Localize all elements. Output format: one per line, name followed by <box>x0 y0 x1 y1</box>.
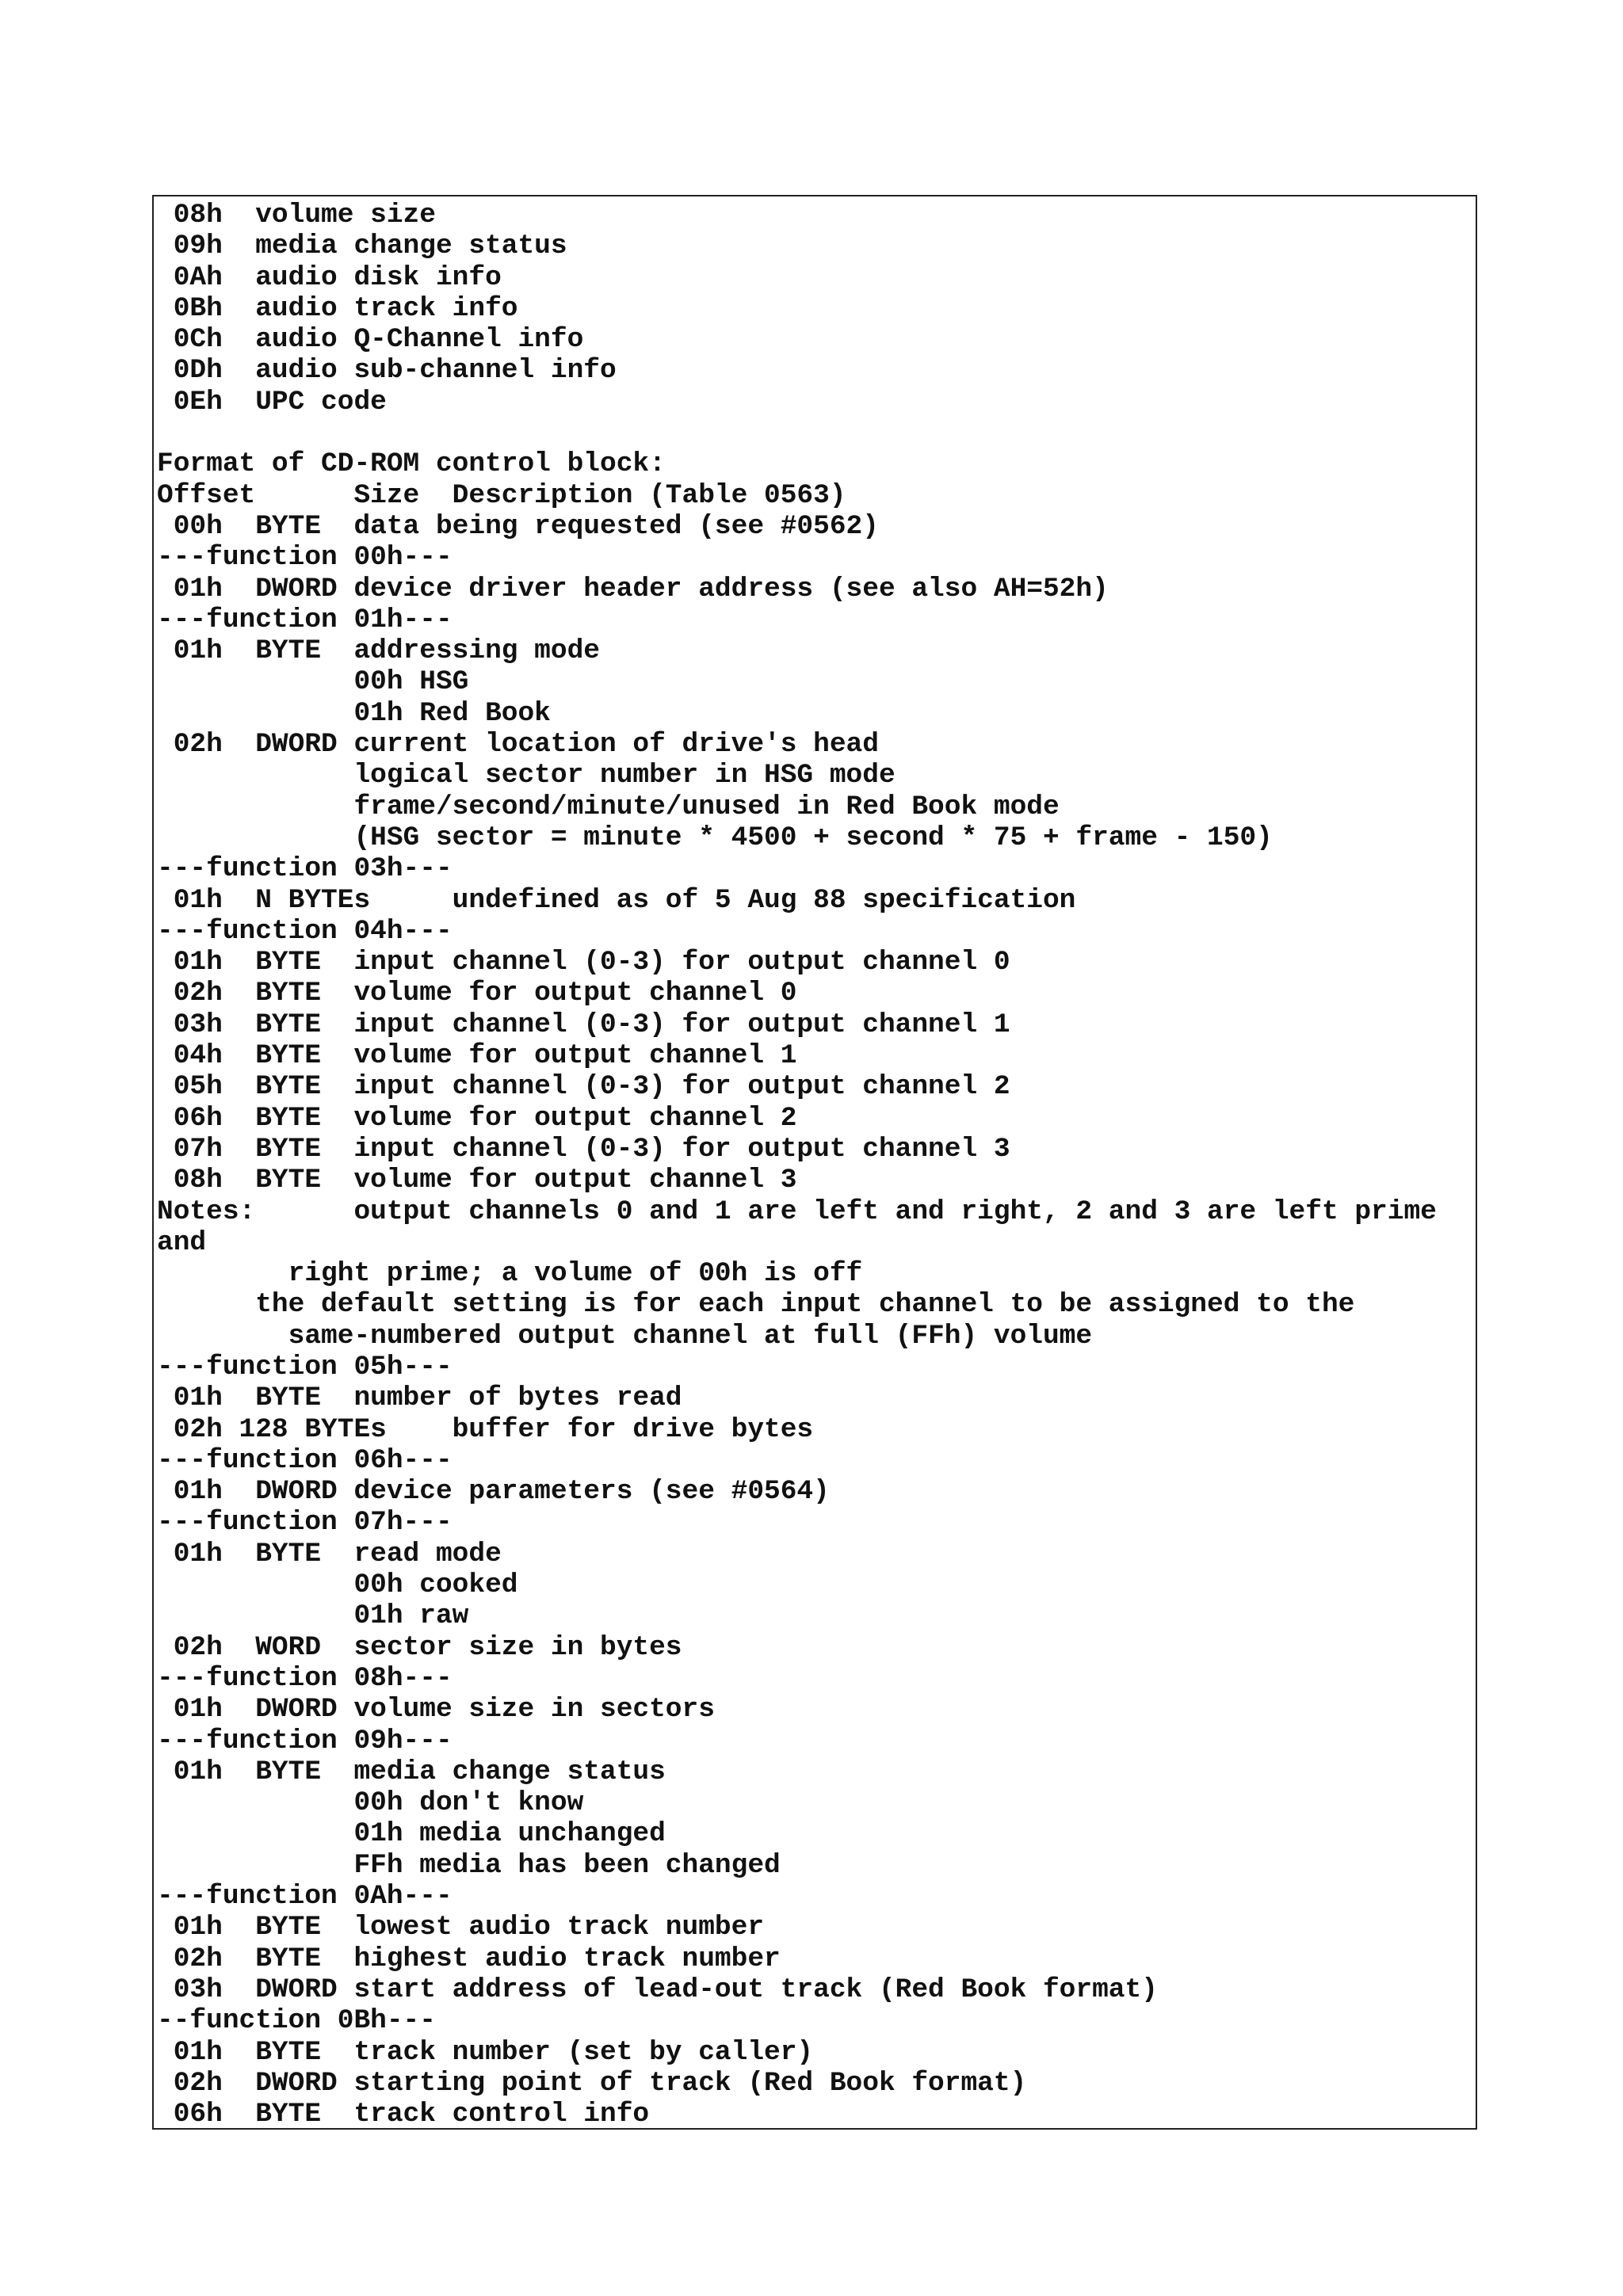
text-line: ---function 04h--- <box>157 915 453 947</box>
text-line: 06h BYTE volume for output channel 2 <box>157 1102 797 1134</box>
text-line: 04h BYTE volume for output channel 1 <box>157 1040 797 1072</box>
text-line: logical sector number in HSG mode <box>157 760 896 791</box>
text-line: 02h BYTE highest audio track number <box>157 1943 781 1974</box>
text-line: ---function 05h--- <box>157 1351 453 1383</box>
document-frame <box>152 195 1477 2130</box>
document-text <box>157 200 1437 2130</box>
text-line: 01h Red Book <box>157 697 551 729</box>
text-line: 01h BYTE media change status <box>157 1756 666 1787</box>
text-line: Format of CD-ROM control block: <box>157 448 666 480</box>
text-line: Notes: output channels 0 and 1 are left and right, 2 and 3 are left prime <box>157 1196 1437 1227</box>
text-line: 07h BYTE input channel (0-3) for output channel 3 <box>157 1133 1010 1165</box>
text-line: 00h BYTE data being requested (see #0562) <box>157 510 879 542</box>
text-line: 0Eh UPC code <box>157 386 387 418</box>
text-line: ---function 0Ah--- <box>157 1881 453 1913</box>
text-line: 01h BYTE number of bytes read <box>157 1383 682 1414</box>
text-line: 08h volume size <box>157 200 436 231</box>
text-line: 00h HSG <box>157 666 469 698</box>
text-line: 03h BYTE input channel (0-3) for output channel 1 <box>157 1009 1010 1040</box>
text-line: frame/second/minute/unused in Red Book mode <box>157 791 1060 822</box>
text-line: 08h BYTE volume for output channel 3 <box>157 1165 797 1196</box>
text-line: right prime; a volume of 00h is off <box>157 1258 863 1290</box>
text-line: 02h DWORD current location of drive's head <box>157 729 879 761</box>
text-line: 01h media unchanged <box>157 1818 666 1850</box>
text-line: 0Dh audio sub-channel info <box>157 355 617 387</box>
text-line: 01h BYTE read mode <box>157 1538 502 1569</box>
text-line: the default setting is for each input channel to be assigned to the <box>157 1289 1355 1321</box>
text-line: same-numbered output channel at full (FFh) volume <box>157 1320 1093 1352</box>
text-line: ---function 09h--- <box>157 1725 453 1756</box>
text-line: 02h 128 BYTEs buffer for drive bytes <box>157 1413 814 1445</box>
text-line: 01h raw <box>157 1600 469 1632</box>
text-line: and <box>157 1226 207 1258</box>
text-line: 00h cooked <box>157 1569 518 1601</box>
text-line: 01h BYTE lowest audio track number <box>157 1912 765 1943</box>
text-line: 09h media change status <box>157 231 567 262</box>
text-line: --function 0Bh--- <box>157 2005 436 2037</box>
text-line: (HSG sector = minute * 4500 + second * 75 + frame - 150) <box>157 822 1273 853</box>
text-line: 02h BYTE volume for output channel 0 <box>157 978 797 1009</box>
text-line: 00h don't know <box>157 1787 584 1819</box>
text-line: ---function 06h--- <box>157 1444 453 1476</box>
text-line: 01h DWORD device parameters (see #0564) <box>157 1476 830 1508</box>
text-line: 05h BYTE input channel (0-3) for output channel 2 <box>157 1071 1010 1103</box>
text-line: 01h DWORD device driver header address (see also AH=52h) <box>157 573 1109 605</box>
text-line: 0Ch audio Q-Channel info <box>157 324 584 356</box>
text-line: 06h BYTE track control info <box>157 2099 650 2130</box>
text-line: ---function 08h--- <box>157 1662 453 1694</box>
text-line: 02h WORD sector size in bytes <box>157 1631 682 1663</box>
text-line: 0Ah audio disk info <box>157 261 502 293</box>
text-line: FFh media has been changed <box>157 1849 781 1881</box>
text-line: ---function 01h--- <box>157 604 453 635</box>
text-line: Offset Size Description (Table 0563) <box>157 479 846 511</box>
text-line: ---function 03h--- <box>157 853 453 885</box>
text-line: 01h BYTE input channel (0-3) for output channel 0 <box>157 947 1010 978</box>
text-line: 01h BYTE addressing mode <box>157 635 600 667</box>
text-line: 01h N BYTEs undefined as of 5 Aug 88 specification <box>157 884 1076 916</box>
text-line: ---function 00h--- <box>157 542 453 574</box>
text-line: 01h BYTE track number (set by caller) <box>157 2036 814 2068</box>
text-line: 0Bh audio track info <box>157 292 518 324</box>
text-line: 02h DWORD starting point of track (Red Book format) <box>157 2067 1027 2099</box>
text-line: ---function 07h--- <box>157 1507 453 1539</box>
text-line: 01h DWORD volume size in sectors <box>157 1694 715 1726</box>
text-line: 03h DWORD start address of lead-out track (Red Book format) <box>157 1974 1158 2005</box>
